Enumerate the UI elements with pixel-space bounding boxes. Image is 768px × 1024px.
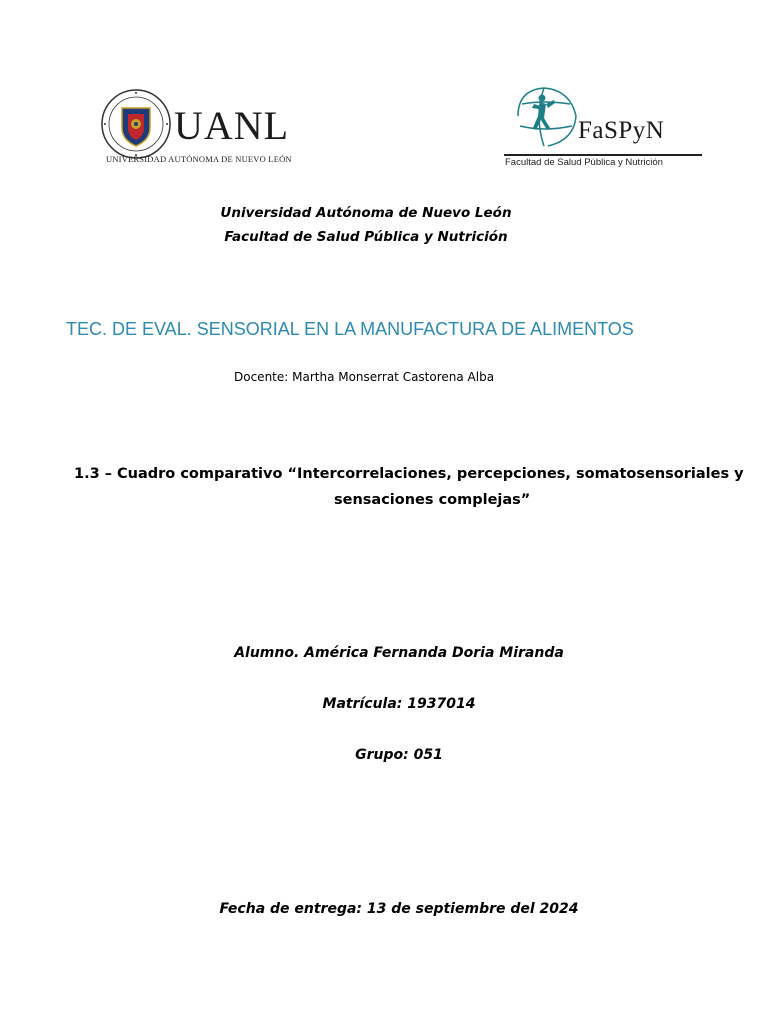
assignment-title-line-1: 1.3 – Cuadro comparativo “Intercorrelaciones, percepciones, somatosensoriales y — [74, 466, 744, 482]
course-title: TEC. DE EVAL. SENSORIAL EN LA MANUFACTURA DE ALIMENTOS — [66, 319, 634, 339]
student-group: Grupo: 051 — [355, 747, 443, 763]
uanl-subtitle: UNIVERSIDAD AUTÓNOMA DE NUEVO LEÓN — [106, 154, 292, 164]
university-name: Universidad Autónoma de Nuevo León — [220, 205, 512, 221]
student-name: Alumno. América Fernanda Doria Miranda — [234, 645, 564, 661]
student-matricula: Matrícula: 1937014 — [322, 696, 476, 712]
uanl-logo — [100, 88, 300, 170]
faculty-name: Facultad de Salud Pública y Nutrición — [224, 229, 508, 245]
faspyn-divider — [504, 154, 702, 156]
faspyn-wordmark: FaSPyN — [578, 117, 665, 144]
teacher-name: Docente: Martha Monserrat Castorena Alba — [234, 370, 495, 384]
faspyn-subtitle: Facultad de Salud Pública y Nutrición — [505, 157, 663, 168]
faspyn-globe-icon — [504, 82, 584, 150]
uanl-seal-icon — [100, 88, 172, 160]
assignment-title-line-2: sensaciones complejas” — [334, 492, 531, 508]
faspyn-logo — [500, 82, 710, 172]
due-date: Fecha de entrega: 13 de septiembre del 2024 — [219, 901, 579, 917]
uanl-wordmark: UANL — [174, 103, 290, 148]
